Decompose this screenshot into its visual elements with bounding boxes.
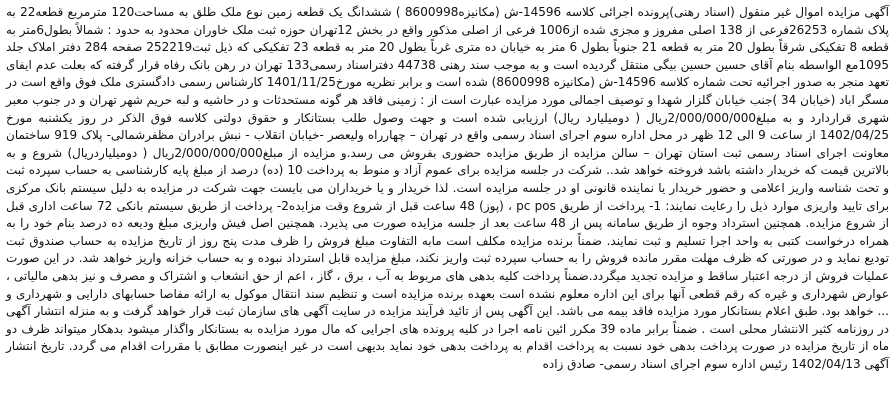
notice-body-text: آگهی مزایده اموال غیر منقول (اسناد رهنی)پرونده اجرائی کلاسه 14596-ش (مکانیزه8600998 ) ششدانگ یک قطعه زمین نوع ملک طلق به مساحت120 مترمربع قطعه22 به پلاک شماره 26253فرعی از 138 اصلی مفروز و مجزی شده از1006 فرعی از اصلی مذکور واقع در بخش 12تهران حوزه ثبت ملک خاوران محدود به حدود : شمالاً بطول6متر به قطعه 8 تفکیکی شرقاً بطول 20 متر به قطعه 21 جنوباً بطول 6 متر به خیابان ده متری غرباً بطول 20 متر به قطعه 23 تفکیکی که ذیل ثبت252219 صفحه 284 دفتر املاک جلد 1095مع الواسطه بنام آقای حسین حسین بیگی منتقل گردیده است و به موجب سند رهنی 44738 دفتراسناد رسمی133 تهران در رهن بانک رفاه قرار گرفته که بعلت عدم ایفای تعهد منجر به صدور اجرائیه تحت شماره کلاسه 14596-ش (مکانیزه 8600998) شده است و برابر نظریه مورخ1401/11/25 کارشناس رسمی دادگستری ملک فوق واقع است در مسگر اباد (خیابان 34 )جنب خیابان گلزار شهدا و توصیف اجمالی مورد مزایده عبارت است از : زمینی فاقد هر گونه مستحدثات و در حاشیه و لبه حریم شهر تهران و در جنوب معبر شهری قراردارد و به مبلغ2/000/000/000ریال ( دومیلیارد ریال) ارزیابی شده است و جهت وصول طلب بستانکار و حقوق دولتی کلاسه فوق الذکر در روز یکشنبه مورخ 1402/04/25 از ساعت 9 الی 12 ظهر در محل اداره سوم اجرای اسناد رسمی واقع در تهران – چهارراه ولیعصر -خیابان انقلاب - نبش برادران مظفرشمالی- پلاک 919 ساختمان معاونت اجرای اسناد رسمی ثبت استان تهران – سالن مزایده از طریق مزایده حضوری بفروش می رسد.و مزایده از مبلغ2/000/000/000ریال ( دومیلیاردریال) شروع و به بالاترین قیمت که خریدار داشته باشد فروخته خواهد شد.. شرکت در جلسه مزایده برای عموم آزاد و منوط به پرداخت 10 (ده) درصد از مبلغ پایه کارشناسی به حساب سپرده ثبت و تحت شناسه واریز اعلامی و حضور خریدار یا نماینده قانونی او در جلسه مزایده است. لذا خریدار و یا خریداران می بایست جهت شرکت در مزایده به دلیل سیستم بانک مرکزی برای تایید واریزی موارد ذیل را رعایت نمایند: 1- پرداخت از طریق pc pos ، (پوز) 48 ساعت قبل از شروع وقت مزایده2- پرداخت از طریق سیستم بانکی 72 ساعت اداری قبل از شروع مزایده. همچنین استرداد وجوه از طریق سامانه پس از 48 ساعت بعد از جلسه مزایده صورت می پذیرد. همچنین اصل فیش واریزی مبلغ ودیعه ده درصد بنام خود را به همراه درخواست کتبی به واحد اجرا تسلیم و ثبت نمایند. ضمناً برنده مزایده مکلف است مابه التفاوت مبلغ فروش را ظرف مدت پنج روز از تاریخ مزایده به حساب صندوق ثبت تودیع نماید و در صورتی که ظرف مهلت مقرر مانده فروش را به حساب سپرده ثبت واریز نکند، مبلغ مزایده قابل استرداد نبوده و به حساب خزانه واریز خواهد شد. در این صورت عملیات فروش از درجه اعتبار ساقط و مزایده تجدید میگردد.ضمناً پرداخت کلیه بدهی های مربوط به آب ، برق ، گاز ، اعم از حق انشعاب و اشتراک و مصرف و نیز بدهی مالیاتی ، عوارض شهرداری و غیره که رقم قطعی آنها برای این اداره معلوم نشده است بعهده برنده مزایده است و تنظیم سند انتقال موکول به ارائه مفاصا حسابهای دارایی و شهرداری و ... خواهد بود. طبق اعلام بستانکار مورد مزایده فاقد بیمه می باشد. این آگهی پس از تائید فرآیند مزایده در سایت آگهی های سازمان ثبت قرار خواهد گرفت و به منزله انتشار آگهی در روزنامه کثیر الانتشار محلی است . ضمناً برابر ماده 39 مکرر ائین نامه اجرا در کلیه پرونده های اجرایی که مال مورد مزایده به بستانکار واگذار میشود بدهکار میتواند ظرف دو ماه از تاریخ مزایده در صورت پرداخت بدهی خود نسبت به پرداخت اقدام به پرداخت بدهی خود نماید بدیهی است در غیر اینصورت مطابق با مقررات اقدام می گردد. تاریخ انتشار آگهی 1402/04/13 رئیس اداره سوم اجرای اسناد رسمی- صادق زاده: [6, 5, 890, 371]
